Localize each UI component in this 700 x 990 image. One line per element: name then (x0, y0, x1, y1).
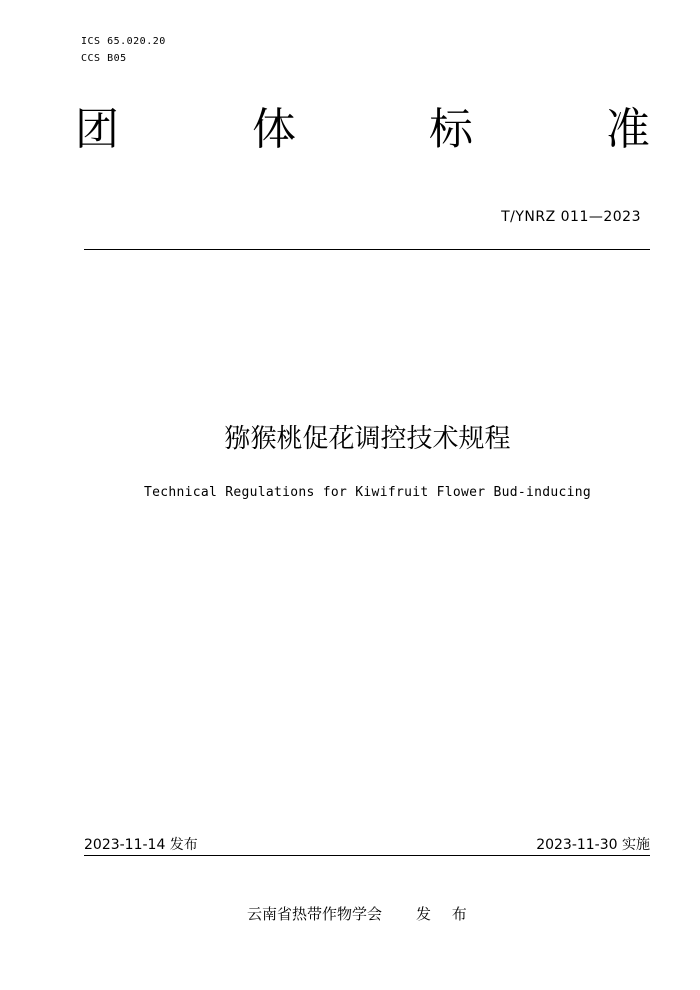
standard-type-char: 准 (606, 104, 650, 155)
standard-number: T/YNRZ 011—2023 (501, 209, 641, 225)
publisher-organization: 云南省热带作物学会 (247, 905, 383, 923)
publisher-line (247, 904, 475, 924)
standard-type-char: 标 (429, 104, 473, 155)
publisher-label: 发 布 (416, 905, 475, 923)
standard-type-char: 体 (252, 104, 296, 155)
ccs-code: CCS B05 (81, 53, 127, 64)
implement-date: 2023-11-30 实施 (536, 837, 650, 853)
standard-type-char: 团 (75, 104, 119, 155)
standard-type-heading (75, 104, 650, 156)
top-divider (84, 249, 650, 250)
ics-code: ICS 65.020.20 (81, 36, 166, 47)
bottom-divider (84, 855, 650, 856)
document-title-chinese: 猕猴桃促花调控技术规程 (224, 424, 511, 454)
publish-date: 2023-11-14 发布 (84, 837, 198, 853)
document-title-english: Technical Regulations for Kiwifruit Flower Bud-inducing (144, 485, 591, 500)
